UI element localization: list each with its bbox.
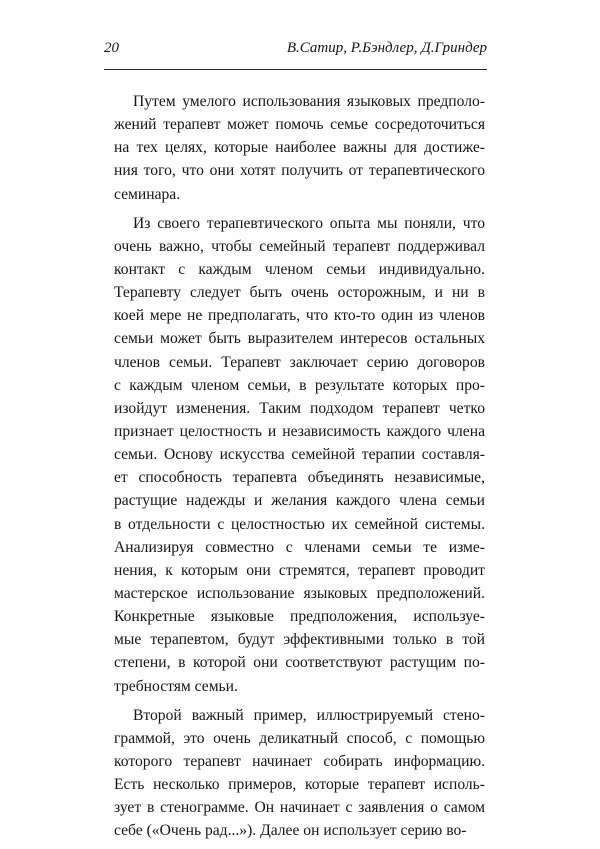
header-rule [104,69,487,70]
text-line: которого терапевт начинает собирать информацию. [114,752,485,770]
text-line: мастерское использование языковых предположений. [114,584,485,602]
text-line: семинара. [114,185,181,203]
text-line: Есть несколько примеров, которые терапевт исполь- [114,776,485,794]
text-line: мые терапевтом, будут эффективными только в той [114,631,485,649]
text-line: коей мере не предполагать, что кто-то один из членов [114,307,485,325]
text-line: Анализируя совместно с членами семьи те изме- [114,538,485,556]
text-line: нения, к которым они стремятся, терапевт проводит [114,561,485,579]
text-line: требностям семьи. [114,677,238,695]
text-line: с каждым членом семьи, в результате которых про- [114,376,485,394]
text-line: ет способность терапевта объединять независимые, [114,469,485,487]
text-line: зует в стенограмме. Он начинает с заявления о самом [114,799,485,817]
text-line: себе («Очень рад...»). Далее он использует серию во- [114,822,467,840]
page-number: 20 [104,40,119,56]
text-line: Путем умелого использования языковых предполо- [133,93,485,110]
text-line: в отдельности с целостностью их семейной системы. [114,515,485,533]
text-line: очень важно, чтобы семейный терапевт поддерживал [114,237,485,255]
text-line: Второй важный пример, иллюстрируемый стено- [133,706,485,724]
text-line: Из своего терапевтического опыта мы поняли, что [133,214,485,232]
text-line: на тех целях, которые наиболее важны для достиже- [114,139,485,157]
text-line: признает целостность и независимость каждого члена [114,422,485,440]
text-line: семьи. Основу искусства семейной терапии составля- [114,446,485,464]
text-line: изойдут изменения. Таким подходом терапевт четко [114,399,485,417]
text-line: граммой, это очень деликатный способ, с помощью [114,729,485,747]
running-head [104,40,487,62]
text-line: контакт с каждым членом семьи индивидуально. [114,260,485,278]
text-line: ния того, что они хотят получить от терапевтического [114,162,485,180]
paragraph [114,212,485,698]
paragraph [114,704,485,843]
body-text [114,90,485,849]
text-line: Конкретные языковые предположения, используе- [114,608,485,626]
text-line: семьи может быть выразителем интересов остальных [114,330,485,348]
text-line: членов семьи. Терапевт заключает серию договоров [114,353,485,371]
text-line: растущие надежды и желания каждого члена семьи [114,492,485,510]
text-line: жений терапевт может помочь семье сосредоточиться [114,116,485,134]
header-authors: В.Сатир, Р.Бэндлер, Д.Гриндер [286,40,487,56]
text-line: Терапевту следует быть очень осторожным, и ни в [114,284,485,302]
paragraph [114,90,485,206]
text-line: степени, в которой они соответствуют растущим по- [114,654,485,672]
